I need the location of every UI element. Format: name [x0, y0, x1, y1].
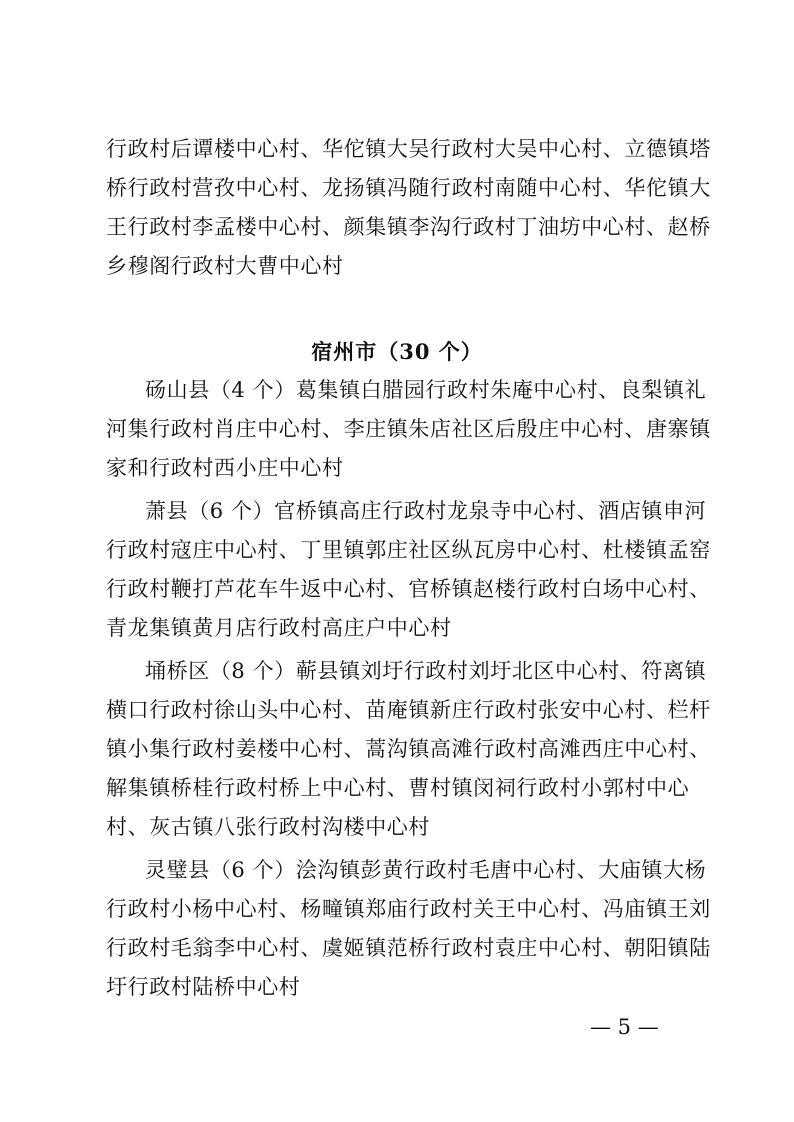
paragraph-line: 王行政村李孟楼中心村、颜集镇李沟行政村丁油坊中心村、赵桥 [106, 215, 711, 239]
page-number: — 5 — [590, 1015, 659, 1039]
county-line: 埇桥区（8 个）蕲县镇刘圩行政村刘圩北区中心村、符离镇 [145, 659, 707, 683]
county-line: 镇小集行政村姜楼中心村、蒿沟镇高滩行政村高滩西庄中心村、 [106, 737, 711, 761]
county-line: 河集行政村肖庄中心村、李庄镇朱店社区后殷庄中心村、唐寨镇 [106, 417, 711, 441]
paragraph-line: 行政村后谭楼中心村、华佗镇大吴行政村大吴中心村、立德镇塔 [106, 137, 711, 161]
county-line: 行政村毛翁李中心村、虞姬镇范桥行政村袁庄中心村、朝阳镇陆 [106, 936, 711, 960]
county-line: 行政村鞭打芦花车牛返中心村、官桥镇赵楼行政村白场中心村、 [106, 577, 711, 601]
county-line: 圩行政村陆桥中心村 [106, 975, 301, 999]
county-line: 萧县（6 个）官桥镇高庄行政村龙泉寺中心村、酒店镇申河 [145, 499, 707, 523]
paragraph-line: 桥行政村营孜中心村、龙扬镇冯随行政村南随中心村、华佗镇大 [106, 176, 711, 200]
county-line: 家和行政村西小庄中心村 [106, 456, 344, 480]
section-title: 宿州市（30 个） [311, 339, 483, 364]
county-line: 行政村小杨中心村、杨疃镇郑庙行政村关王中心村、冯庙镇王刘 [106, 897, 711, 921]
county-line: 青龙集镇黄月店行政村高庄户中心村 [106, 616, 452, 640]
paragraph-line: 乡穆阁行政村大曹中心村 [106, 254, 344, 278]
county-line: 行政村寇庄中心村、丁里镇郭庄社区纵瓦房中心村、杜楼镇孟窑 [106, 538, 711, 562]
county-line: 砀山县（4 个）葛集镇白腊园行政村朱庵中心村、良梨镇礼 [145, 378, 707, 402]
county-line: 解集镇桥桂行政村桥上中心村、曹村镇闵祠行政村小郭村中心 [106, 776, 690, 800]
county-line: 灵璧县（6 个）浍沟镇彭黄行政村毛唐中心村、大庙镇大杨 [145, 858, 707, 882]
county-line: 村、灰古镇八张行政村沟楼中心村 [106, 815, 430, 839]
county-line: 横口行政村徐山头中心村、苗庵镇新庄行政村张安中心村、栏杆 [106, 698, 711, 722]
